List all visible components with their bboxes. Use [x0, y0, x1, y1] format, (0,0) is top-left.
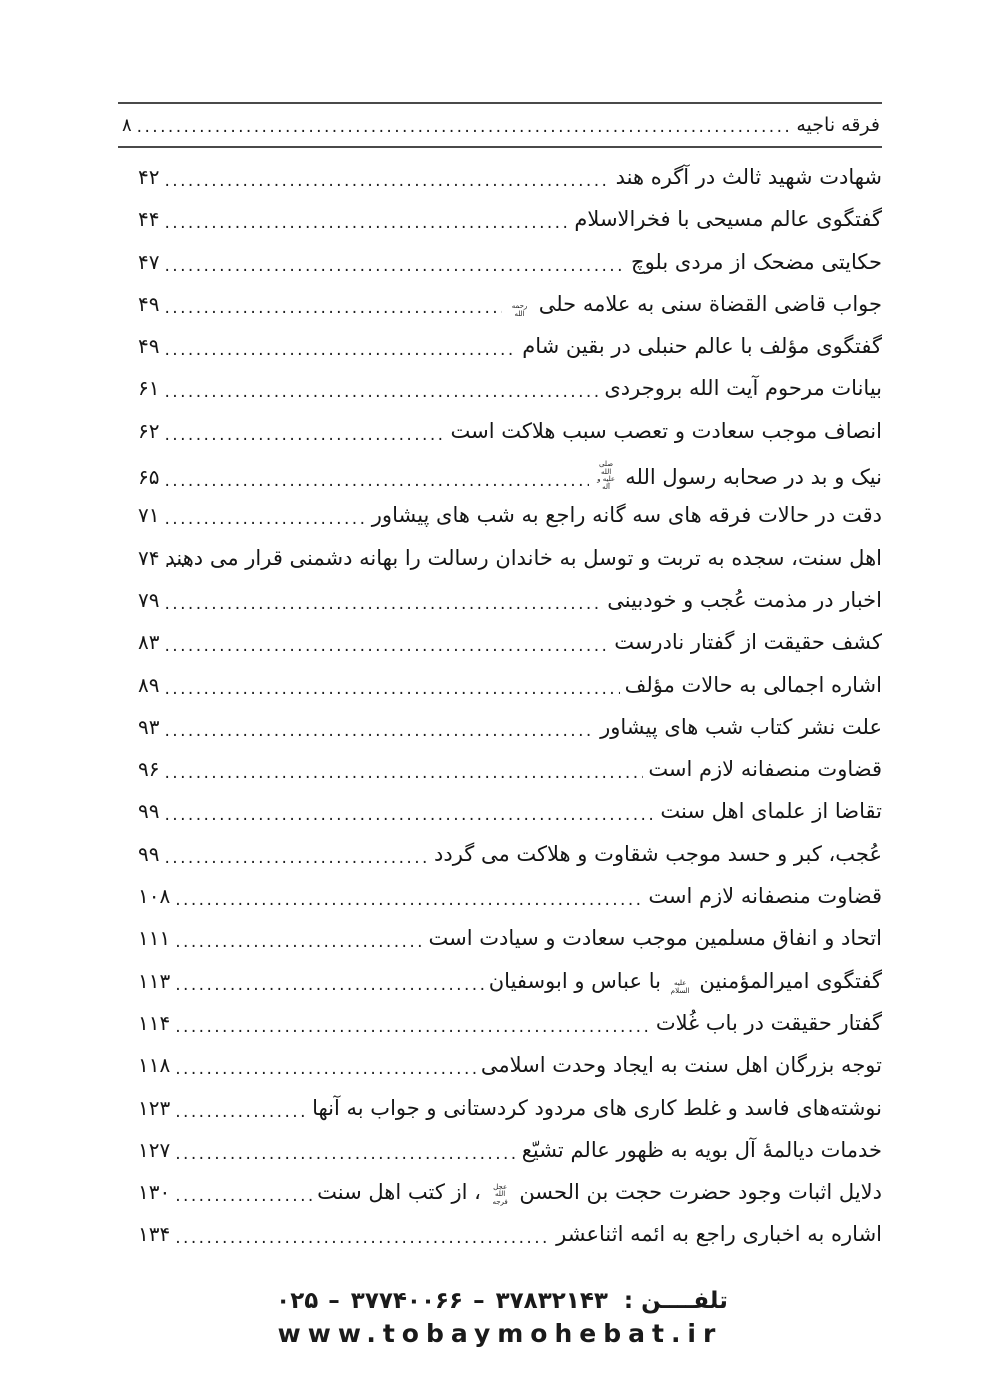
phone-label: تلفــــن :	[623, 1288, 728, 1314]
toc-entry	[138, 453, 882, 495]
toc-entry-title-group	[434, 842, 882, 866]
toc-entry-title-after: ، از کتب اهل سنت	[317, 1180, 481, 1205]
toc-entry-page-number: ۶۱	[138, 376, 160, 401]
phone-area-code: ۰۲۵	[276, 1288, 319, 1314]
phone-number-1: ۳۷۸۳۲۱۴۳	[495, 1288, 608, 1314]
toc-entry-title: تقاضا از علمای اهل سنت	[660, 799, 882, 824]
toc-entry-page-number: ۹۶	[138, 757, 160, 782]
toc-entry-page-number: ۹۳	[138, 714, 160, 739]
running-title: فرقه ناجیه	[796, 114, 880, 136]
toc-entry-title-group	[522, 1138, 882, 1162]
toc-entry-title-group	[574, 207, 882, 231]
toc-entry-title-group	[594, 461, 882, 492]
dot-leader	[164, 425, 445, 445]
toc-entry-title: اهل سنت، سجده به تربت و توسل به خاندان رسالت را بهانه دشمنی قرار می دهند	[165, 545, 882, 570]
dot-leader	[175, 1059, 476, 1079]
toc-entry-page-number: ۷۹	[138, 587, 160, 612]
dot-leader	[175, 1228, 551, 1248]
phone-line	[272, 1288, 728, 1314]
toc-entry-page-number: ۴۷	[138, 249, 160, 274]
toc-entry-page-number: ۴۴	[138, 207, 160, 232]
toc-entry	[138, 1045, 882, 1087]
toc-entry-page-number: ۱۰۸	[138, 884, 171, 909]
toc-entry	[138, 622, 882, 664]
dot-leader	[175, 932, 423, 952]
header-dot-leader	[137, 117, 792, 137]
toc-entry-title: گفتگوی عالم مسیحی با فخرالاسلام	[574, 207, 882, 232]
toc-entry-title-group	[522, 334, 882, 358]
toc-entry-title-group	[604, 376, 882, 400]
dot-leader	[175, 1017, 651, 1037]
toc-entry	[138, 538, 882, 580]
toc-entry-page-number: ۶۲	[138, 418, 160, 443]
phone-number-2: ۳۷۷۴۰۰۶۶	[350, 1288, 464, 1314]
toc-entry-title: بیانات مرحوم آیت الله بروجردی	[604, 376, 882, 401]
honorific-mark: عجل الله فرجه	[492, 1182, 508, 1207]
toc-entry-page-number: ۷۱	[138, 503, 160, 528]
toc-entry-title: گفتار حقیقت در باب غُلات	[655, 1010, 882, 1035]
toc-entry	[138, 876, 882, 918]
toc-entry-page-number: ۱۱۳	[138, 968, 171, 993]
toc-entry	[138, 411, 882, 453]
toc-entry-title-after: با عباس و ابوسفیان	[488, 968, 661, 993]
toc-entry	[138, 749, 882, 791]
toc-entry-title-group	[428, 926, 882, 950]
dot-leader	[164, 848, 429, 868]
toc-entry-page-number: ۴۹	[138, 334, 160, 359]
toc-entry-title: اتحاد و انفاق مسلمین موجب سعادت و سیادت است	[428, 926, 882, 951]
toc-entry-title-group	[165, 545, 882, 570]
toc-entry	[138, 157, 882, 199]
dot-leader	[175, 890, 643, 910]
phone-separator: –	[328, 1288, 341, 1314]
toc-entry-title: علت نشر کتاب شب های پیشاور	[600, 714, 882, 739]
toc-entry-title-group	[317, 1180, 882, 1207]
toc-entry-title-group	[489, 969, 882, 996]
toc-entry	[138, 961, 882, 1003]
toc-entry-title-group	[312, 1096, 882, 1120]
phone-separator: –	[473, 1288, 486, 1314]
toc-entry-title-group	[556, 1222, 882, 1246]
toc-entry-title-group	[625, 673, 882, 697]
dot-leader	[175, 975, 484, 995]
publisher-footer	[0, 1288, 1000, 1348]
toc-entry-title: توجه بزرگان اهل سنت به ایجاد وحدت اسلامی	[480, 1053, 882, 1078]
toc-entry-title: گفتگوی مؤلف با عالم حنبلی در بقین شام	[522, 334, 882, 359]
toc-entry-title: عُجب، کبر و حسد موجب شقاوت و هلاکت می گردد	[434, 841, 882, 866]
toc-entry	[138, 1130, 882, 1172]
toc-entry-title-group	[614, 630, 882, 654]
toc-entry	[138, 1088, 882, 1130]
toc-entry-title-group	[600, 715, 882, 739]
toc-entry-title: اشاره به اخباری راجع به ائمه اثناعشر	[556, 1222, 882, 1247]
toc-entry-title-group	[648, 884, 882, 908]
toc-entry	[138, 918, 882, 960]
toc-entry	[138, 791, 882, 833]
dot-leader	[164, 594, 602, 614]
toc-entry-page-number: ۱۱۸	[138, 1053, 171, 1078]
toc-entry-title: دقت در حالات فرقه های سه گانه راجع به شب های پیشاور	[371, 503, 882, 528]
toc-entry-title: اخبار در مذمت عُجب و خودبینی	[607, 587, 882, 612]
toc-entry-title: نوشته‌های فاسد و غلط کاری های مردود کردستانی و جواب به آنها	[312, 1095, 882, 1120]
toc-entry-title-group	[507, 292, 882, 319]
toc-entry-title-group	[616, 165, 882, 189]
toc-entry-title: قضاوت منصفانه لازم است	[648, 757, 882, 782]
toc-entry-title-group	[450, 419, 882, 443]
toc-entry	[138, 1003, 882, 1045]
toc-entry-page-number: ۱۱۴	[138, 1010, 171, 1035]
toc-entry-title: قضاوت منصفانه لازم است	[648, 884, 882, 909]
book-page	[118, 0, 882, 1348]
toc-entry	[138, 242, 882, 284]
toc-entry	[138, 284, 882, 326]
dot-leader	[164, 721, 595, 741]
toc-entry-page-number: ۹۹	[138, 841, 160, 866]
honorific-mark: صلی الله علیه و آله	[597, 460, 616, 492]
dot-leader	[164, 552, 197, 572]
dot-leader	[164, 171, 610, 191]
toc-entry-title: اشاره اجمالی به حالات مؤلف	[624, 672, 882, 697]
toc-entry-title-group	[481, 1053, 882, 1077]
dot-leader	[175, 1102, 307, 1122]
toc-entry-page-number: ۱۲۳	[138, 1095, 171, 1120]
dot-leader	[164, 763, 643, 783]
dot-leader	[164, 509, 366, 529]
dot-leader	[164, 805, 655, 825]
toc-entry-title: دلایل اثبات وجود حضرت حجت بن الحسن	[519, 1180, 882, 1205]
toc-entry	[138, 199, 882, 241]
toc-entry	[138, 834, 882, 876]
toc-entry	[138, 495, 882, 537]
toc-entry-title-group	[607, 588, 882, 612]
toc-entry	[138, 368, 882, 410]
toc-entry	[138, 1172, 882, 1214]
toc-entry-page-number: ۴۹	[138, 291, 160, 316]
dot-leader	[164, 382, 599, 402]
toc-entry-title-group	[660, 799, 882, 823]
toc-entry-page-number: ۷۴	[138, 545, 160, 570]
dot-leader	[164, 471, 588, 491]
dot-leader	[164, 256, 626, 276]
table-of-contents	[118, 157, 882, 1257]
toc-entry	[138, 1214, 882, 1256]
toc-entry-page-number: ۱۱۱	[138, 926, 171, 951]
toc-entry-page-number: ۴۲	[138, 165, 160, 189]
dot-leader	[175, 1186, 312, 1206]
toc-entry-title: شهادت شهید ثالث در آگره هند	[615, 165, 882, 189]
honorific-mark: علیه السلام	[670, 978, 690, 995]
toc-entry-title: جواب قاضی القضاة سنی به علامه حلی	[538, 291, 882, 316]
toc-entry-title-group	[372, 503, 882, 527]
toc-entry-title: نیک و بد در صحابه رسول الله	[625, 465, 882, 490]
toc-entry	[138, 326, 882, 368]
toc-entry	[138, 707, 882, 749]
toc-entry	[138, 580, 882, 622]
dot-leader	[164, 636, 609, 656]
toc-entry-title: خدمات دیالمۀ آل بویه به ظهور عالم تشیّع	[521, 1137, 882, 1162]
toc-entry-page-number: ۹۹	[138, 799, 160, 824]
toc-entry-page-number: ۸۳	[138, 630, 160, 655]
toc-entry-title-group	[631, 250, 882, 274]
toc-entry-title-group	[648, 757, 882, 781]
dot-leader	[164, 679, 619, 699]
page-number: ۸	[122, 114, 132, 136]
toc-entry-page-number: ۱۳۴	[138, 1222, 171, 1247]
toc-entry-title: کشف حقیقت از گفتار نادرست	[614, 630, 882, 655]
toc-entry-page-number: ۱۳۰	[138, 1180, 171, 1205]
toc-entry-page-number: ۶۵	[138, 465, 160, 490]
dot-leader	[175, 1144, 516, 1164]
running-header	[118, 102, 882, 148]
toc-entry-title: حکایتی مضحک از مردی بلوچ	[631, 249, 882, 274]
dot-leader	[164, 213, 569, 233]
toc-entry-page-number: ۱۲۷	[138, 1137, 171, 1162]
website-url: www.tobaymohebat.ir	[277, 1319, 723, 1348]
honorific-mark: رحمه الله	[511, 302, 528, 318]
dot-leader	[164, 340, 517, 360]
dot-leader	[164, 298, 502, 318]
toc-entry-title: گفتگوی امیرالمؤمنین	[699, 968, 882, 993]
toc-entry	[138, 665, 882, 707]
toc-entry-title-group	[656, 1011, 882, 1035]
toc-entry-page-number: ۸۹	[138, 672, 160, 697]
toc-entry-title: انصاف موجب سعادت و تعصب سبب هلاکت است	[450, 418, 882, 443]
